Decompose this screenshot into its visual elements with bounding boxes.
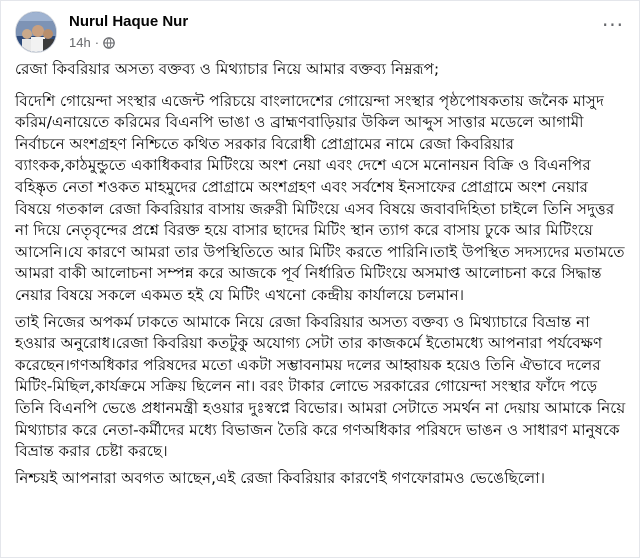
post-header: [15, 11, 627, 55]
profile-photo-icon: [16, 12, 57, 53]
globe-icon[interactable]: [103, 37, 115, 49]
post-paragraph: বিদেশি গোয়েন্দা সংস্থার এজেন্ট পরিচয়ে বাংলাদেশের গোয়েন্দা সংস্থার পৃষ্ঠপোষকতায় জনৈক মাসুদ করিম/এনায়েতে করিমের বিএনপি ভাঙা ও ব্রাহ্মণবাড়িয়ার উকিল আব্দুস সাত্তার মডেলে আগামী নির্বাচনে অংশগ্রহণ নিশ্চিতে কথিত সরকার বিরোধী প্রোগ্রামের নামে রেজা কিবরিয়ার ব্যাংকক,কাঠমুন্ডুতে একাধিকবার মিটিংয়ে অংশ নেয়া এবং দেশে এসে মনোনয়ন বিক্রি ও বিএনপির বহিষ্কৃত নেতা শওকত মাহমুদের প্রোগ্রামে অংশগ্রহণ এবং সর্বশেষ ইনসাফের প্রোগ্রামে অংশ নেয়ার বিষয়ে গতকাল রেজা কিবরিয়ার বাসায় জরুরী মিটিংয়ে এসব বিষয়ে জবাবদিহিতা চাইলে তিনি সদুত্তর না দিয়ে নেতৃবৃন্দের প্রশ্নে বিরক্ত হয়ে বাসার ছাদের মিটিং স্থান ত্যাগ করে বাসায় ঢুকে আর মিটিংয়ে আসেনি।যে কারণে আমরা তার উপস্থিতিতে আর মিটিং করতে পারিনি।তাই উপস্থিত সদস্যদের মতামতে আমরা বাকী আলোচনা সম্পন্ন করে আজকে পূর্ব নির্ধারিত মিটিংয়ে অসমাপ্ত আলোচনা করে সিদ্ধান্ত নেয়ার বিষয়ে সকলে একমত হই যে মিটিং এখনো কেন্দ্রীয় কার্যালয়ে চলমান।: [15, 91, 625, 304]
post-paragraph: তাই নিজের অপকর্ম ঢাকতে আমাকে নিয়ে রেজা কিবরিয়ার অসত্য বক্তব্য ও মিথ্যাচারে বিভ্রান্ত না হওয়ার অনুরোধ।রেজা কিবরিয়া কতটুকু অযোগ্য সেটা তার কাজকর্মে ইতোমধ্যে আপনারা পর্যবেক্ষণ করেছেন।গণঅধিকার পরিষদের মতো একটা সম্ভাবনাময় দলের আহ্বায়ক হয়েও তিনি ঐভাবে দলের মিটিং-মিছিল,কার্যক্রমে সক্রিয় ছিলেন না। বরং টাকার লোভে সরকারের গোয়েন্দা সংস্থার ফাঁদে পড়ে তিনি বিএনপি ভেঙে প্রধানমন্ত্রী হওয়ার দুঃস্বপ্নে বিভোর। আমরা সেটাতে সমর্থন না দেয়ায় আমাকে নিয়ে মিথ্যাচার করে নেতা-কর্মীদের মধ্যে বিভাজন তৈরি করে গণঅধিকার পরিষদে ভাঙন ও সাধারণ মানুষকে বিভ্রান্ত করার চেষ্টা করছে।: [15, 312, 626, 461]
post-paragraph: নিশ্চয়ই আপনারা অবগত আছেন,এই রেজা কিবরিয়ার কারণেই গণফোরামও ভেঙেছিলো।: [15, 468, 546, 487]
post-meta: [69, 35, 115, 50]
avatar[interactable]: [15, 11, 57, 53]
post-paragraph: রেজা কিবরিয়ার অসত্য বক্তব্য ও মিথ্যাচার নিয়ে আমার বক্তব্য নিম্নরূপ;: [15, 60, 440, 78]
post-body: [15, 59, 629, 494]
author-name[interactable]: Nurul Haque Nur: [69, 13, 189, 30]
more-options-button[interactable]: ···: [601, 13, 625, 37]
meta-separator: ·: [94, 35, 100, 50]
post-timestamp[interactable]: 14h: [69, 35, 91, 50]
